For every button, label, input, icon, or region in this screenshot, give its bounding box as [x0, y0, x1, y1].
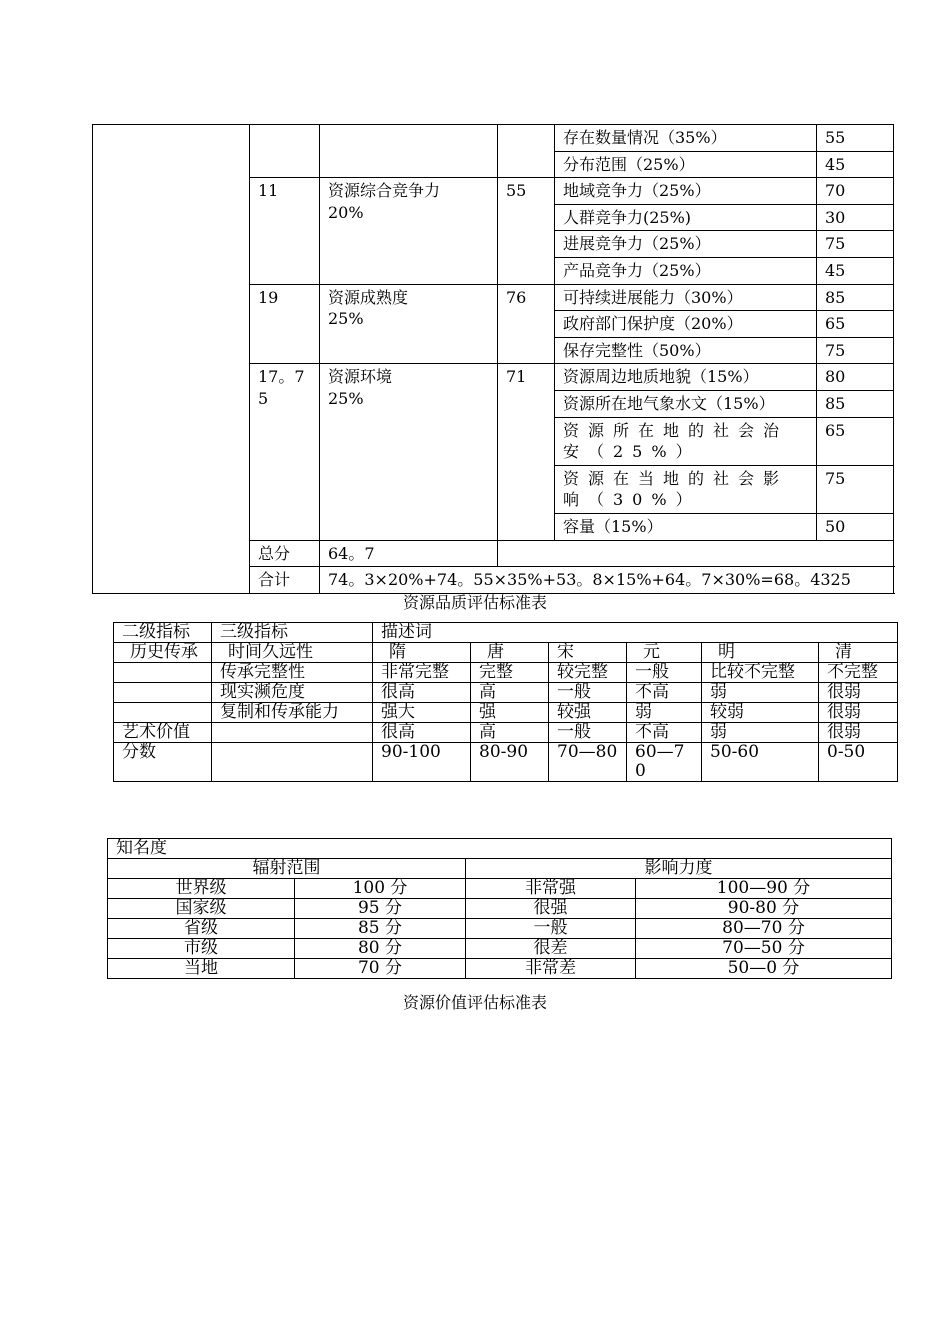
item-cell: 政府部门保护度（20%）: [555, 311, 817, 338]
criterion-name: 资源环境: [328, 367, 393, 387]
table-cell: 隋: [373, 643, 471, 663]
criterion-value-cell: 55: [498, 178, 555, 284]
score-cell: 65: [817, 311, 894, 338]
table-cell: 国家级: [108, 899, 295, 919]
table-cell: [212, 743, 373, 782]
item-cell: 地域竞争力（25%）: [555, 178, 817, 205]
table-cell: 明: [702, 643, 819, 663]
score-cell: 45: [817, 151, 894, 178]
table-cell: 弱: [702, 723, 819, 743]
criterion-value-cell: 76: [498, 284, 555, 364]
table-cell: 艺术价值: [114, 723, 212, 743]
table-cell: 省级: [108, 919, 295, 939]
table-cell: 高: [471, 723, 549, 743]
table-cell: 70 分: [295, 959, 466, 979]
table-cell: 80—70 分: [636, 919, 892, 939]
column-header: 描述词: [373, 623, 898, 643]
table-cell: 70—50 分: [636, 939, 892, 959]
table-row: [108, 959, 892, 979]
table-cell: 清: [819, 643, 898, 663]
total-value: 64。7: [320, 540, 498, 567]
table-caption: 资源价值评估标准表: [402, 993, 547, 1012]
score-cell: 75: [817, 465, 894, 513]
table-cell: 传承完整性: [212, 663, 373, 683]
table-header-row: [108, 859, 892, 879]
table-cell: 弱: [627, 703, 702, 723]
criterion-cell: [320, 364, 498, 540]
item-cell: 存在数量情况（35%）: [555, 125, 817, 152]
table-cell: 现实濒危度: [212, 683, 373, 703]
table-cell: [114, 683, 212, 703]
column-header: 三级指标: [212, 623, 373, 643]
history-standard-table: [113, 622, 898, 782]
table-cell: 一般: [627, 663, 702, 683]
table-row: [114, 683, 898, 703]
score-cell: 65: [817, 417, 894, 465]
table-cell: 不高: [627, 683, 702, 703]
table-cell: 很弱: [819, 723, 898, 743]
criterion-weight: 25%: [328, 309, 364, 329]
table-cell: 50—0 分: [636, 959, 892, 979]
table-cell: 一般: [466, 919, 636, 939]
criterion-name: 资源综合竞争力: [328, 181, 441, 201]
item-cell: 资源周边地质地貌（15%）: [555, 364, 817, 391]
table-row: [114, 703, 898, 723]
score-cell: 85: [817, 390, 894, 417]
table-cell: 分数: [114, 743, 212, 782]
table-cell: 复制和传承能力: [212, 703, 373, 723]
table-cell: 60—70: [627, 743, 702, 782]
table-cell: 不完整: [819, 663, 898, 683]
item-cell: 进展竞争力（25%）: [555, 231, 817, 258]
table-row: [114, 743, 898, 782]
score-cell: 70: [817, 178, 894, 205]
table-cell: 100—90 分: [636, 879, 892, 899]
criterion-weight: 20%: [328, 202, 364, 222]
score-cell: 45: [817, 257, 894, 284]
table-cell: 弱: [702, 683, 819, 703]
criterion-value-cell: 71: [498, 364, 555, 540]
table-cell: 完整: [471, 663, 549, 683]
table-cell: 较强: [549, 703, 627, 723]
table-cell: 很高: [373, 683, 471, 703]
column-header: 辐射范围: [108, 859, 466, 879]
table-cell: 世界级: [108, 879, 295, 899]
table-cell: 不高: [627, 723, 702, 743]
item-cell: 容量（15%）: [555, 513, 817, 540]
table-cell: 较弱: [702, 703, 819, 723]
criterion-cell: [320, 178, 498, 284]
table-cell: 很差: [466, 939, 636, 959]
score-cell: 80: [817, 364, 894, 391]
table-header-row: [114, 623, 898, 643]
table-row: [108, 919, 892, 939]
blank-cell: [250, 125, 320, 178]
table-cell: 70—80: [549, 743, 627, 782]
score-cell: 75: [817, 231, 894, 258]
blank-cell: [498, 125, 555, 178]
table-cell: 非常强: [466, 879, 636, 899]
criterion-weight: 25%: [328, 388, 364, 408]
table-cell: 95 分: [295, 899, 466, 919]
criterion-cell: [320, 284, 498, 364]
score-cell: 75: [817, 337, 894, 364]
column-header: 二级指标: [114, 623, 212, 643]
table-cell: 元: [627, 643, 702, 663]
table-cell: 高: [471, 683, 549, 703]
table-cell: 90-100: [373, 743, 471, 782]
table-cell: 强大: [373, 703, 471, 723]
table-cell: 宋: [549, 643, 627, 663]
table-cell: 很强: [466, 899, 636, 919]
table-row: [114, 643, 898, 663]
table-cell: 80-90: [471, 743, 549, 782]
column-header: 影响力度: [466, 859, 892, 879]
table-row: [108, 939, 892, 959]
sum-formula: 74。3×20%+74。55×35%+53。8×15%+64。7×30%=68。4325: [320, 567, 894, 594]
table-cell: 很弱: [819, 683, 898, 703]
table-cell: 0-50: [819, 743, 898, 782]
fame-standard-table: [107, 838, 892, 979]
table-cell: 唐: [471, 643, 549, 663]
table-cell: 50-60: [702, 743, 819, 782]
table-title: 知名度: [108, 839, 892, 859]
table-caption: 资源品质评估标准表: [402, 593, 547, 612]
blank-cell: [320, 125, 498, 178]
table-cell: 当地: [108, 959, 295, 979]
table-cell: 历史传承: [114, 643, 212, 663]
table-cell: 市级: [108, 939, 295, 959]
table-cell: [114, 703, 212, 723]
table-cell: 一般: [549, 723, 627, 743]
table-row: [108, 879, 892, 899]
table-cell: 非常差: [466, 959, 636, 979]
criterion-name: 资源成熟度: [328, 287, 409, 307]
table-title-row: [108, 839, 892, 859]
item-cell: 可持续进展能力（30%）: [555, 284, 817, 311]
item-cell: 分布范围（25%）: [555, 151, 817, 178]
sum-label: 合计: [250, 567, 320, 594]
table-cell: 很高: [373, 723, 471, 743]
item-cell: 人群竞争力(25%): [555, 204, 817, 231]
table-cell: 100 分: [295, 879, 466, 899]
table-row: [108, 899, 892, 919]
table-cell: 比较不完整: [702, 663, 819, 683]
table-cell: 80 分: [295, 939, 466, 959]
table-cell: 强: [471, 703, 549, 723]
item-cell: 保存完整性（50%）: [555, 337, 817, 364]
table-cell: 很弱: [819, 703, 898, 723]
weighted-score-cell: 19: [250, 284, 320, 364]
total-label: 总分: [250, 540, 320, 567]
table-cell: 85 分: [295, 919, 466, 939]
weighted-score-cell: 17。75: [250, 364, 320, 540]
weighted-score-cell: 11: [250, 178, 320, 284]
table-cell: [212, 723, 373, 743]
table-cell: 时间久远性: [212, 643, 373, 663]
table-row: [114, 663, 898, 683]
item-cell: 资源所在地的社会治安（25%）: [555, 417, 817, 465]
item-cell: 资源在当地的社会影响（30%）: [555, 465, 817, 513]
score-cell: 85: [817, 284, 894, 311]
item-cell: 资源所在地气象水文（15%）: [555, 390, 817, 417]
table-row: [114, 723, 898, 743]
table-row: [93, 125, 894, 152]
table-cell: 较完整: [549, 663, 627, 683]
score-cell: 30: [817, 204, 894, 231]
table-cell: [114, 663, 212, 683]
blank-cell: [498, 540, 894, 567]
resource-quality-table: [92, 124, 894, 594]
score-cell: 50: [817, 513, 894, 540]
score-cell: 55: [817, 125, 894, 152]
table-cell: 非常完整: [373, 663, 471, 683]
table-cell: 90-80 分: [636, 899, 892, 919]
item-cell: 产品竞争力（25%）: [555, 257, 817, 284]
table-cell: 一般: [549, 683, 627, 703]
blank-cell: [93, 125, 250, 594]
